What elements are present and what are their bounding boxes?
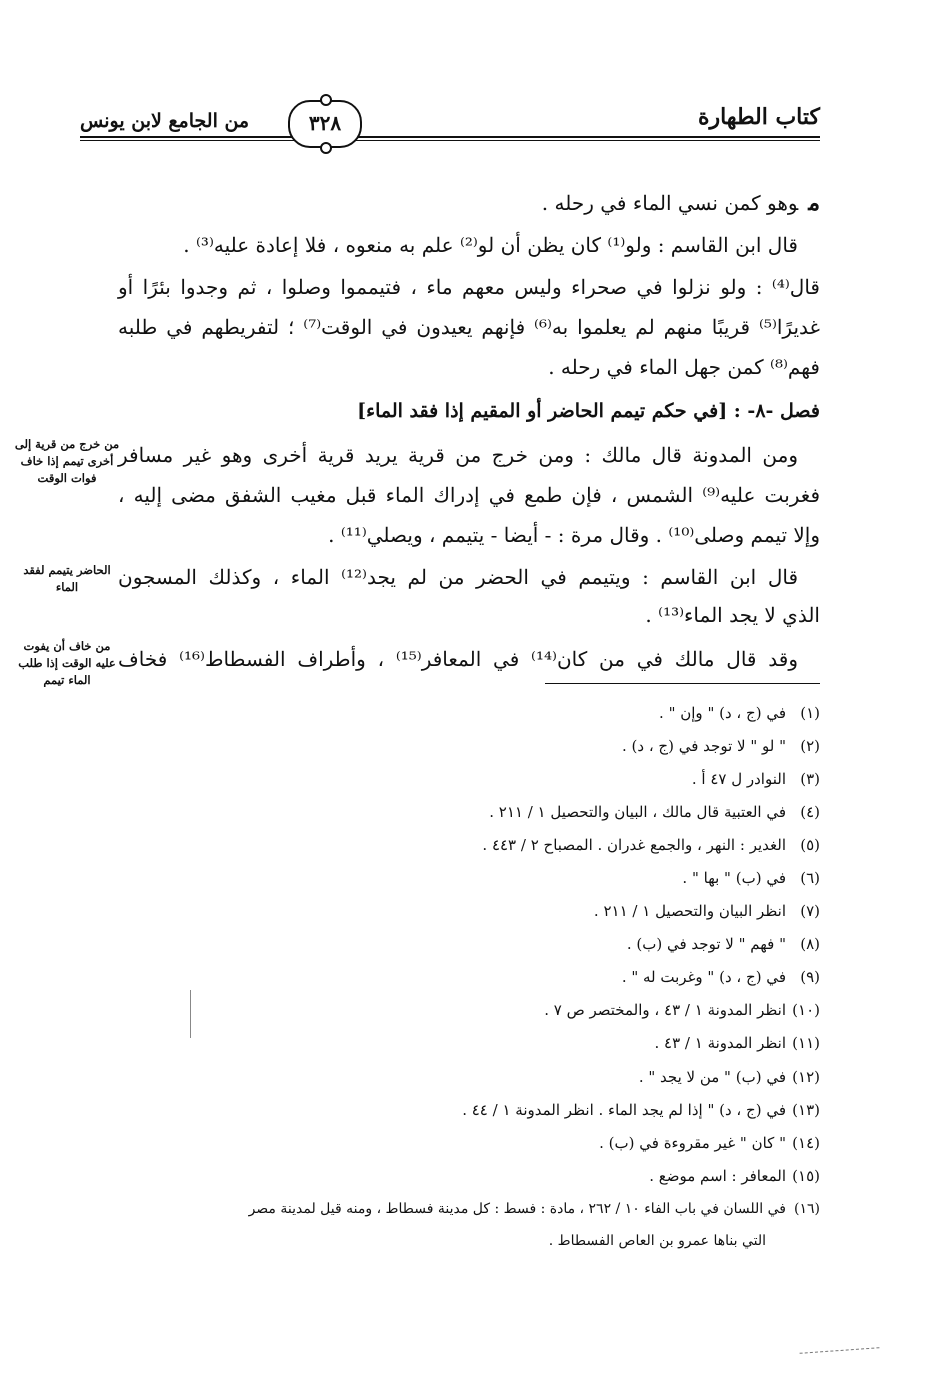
- paragraph-3-line-3: وإلا تيمم وصلى⁽¹⁰⁾ . وقال مرة : - أيضا - يتيمم ، ويصلي⁽¹¹⁾ .: [328, 523, 820, 547]
- footnote-5: [482, 834, 820, 856]
- scan-artifact-scribble: [800, 1347, 881, 1368]
- footnote-number: (٣): [800, 770, 820, 788]
- footnote-text: " لو " لا توجد في (ج ، د) .: [621, 737, 786, 755]
- paragraph-0: [542, 188, 820, 218]
- footnote-text: المعافر : اسم موضع .: [649, 1167, 786, 1185]
- section-heading: فصل -٨- : [في حكم تيمم الحاضر أو المقيم إذا فقد الماء]: [357, 400, 820, 422]
- footnote-6: [682, 867, 820, 889]
- header-rule-thin: [80, 140, 820, 141]
- paragraph-3-line-2: فغربت عليه⁽⁹⁾ الشمس ، فإن طمع في إدراك الماء قبل مغيب الشفق مضى إليه ،: [118, 483, 820, 507]
- source-title: من الجامع لابن يونس: [80, 110, 250, 132]
- margin-note-2: الحاضر يتيمم لفقد الماء: [23, 563, 111, 594]
- header-rule: [80, 136, 820, 138]
- paragraph-0-text: وهو كمن نسي الماء في رحله .: [541, 191, 799, 215]
- footnote-11: [654, 1032, 820, 1054]
- footnote-number: (٩): [800, 968, 820, 986]
- paragraph-4-line-1: قال ابن القاسم : ويتيمم في الحضر من لم يجد⁽¹²⁾ الماء ، وكذلك المسجون: [118, 565, 798, 589]
- paragraph-3-line-1: ومن المدونة قال مالك : ومن خرج من قرية يريد قرية أخرى وهو غير مسافر: [118, 443, 798, 467]
- footnote-separator: [545, 683, 820, 684]
- footnote-10: [544, 999, 820, 1021]
- margin-note-1: من خرج من قرية إلى أخرى تيمم إذا خاف فوات الوقت: [14, 437, 120, 485]
- footnote-text: في العتبية قال مالك ، البيان والتحصيل ١ / ٢١١ .: [489, 803, 786, 821]
- footnote-number: (١٥): [792, 1167, 820, 1185]
- footnote-text: النوادر ل ٤٧ أ .: [691, 770, 786, 788]
- footnote-number: (٥): [800, 836, 820, 854]
- footnote-number: (١٤): [792, 1134, 820, 1152]
- footnote-number: (١٠): [792, 1001, 820, 1019]
- footnote-text: الغدير : النهر ، والجمع غدران . المصباح ٢ / ٤٤٣ .: [482, 836, 786, 854]
- footnote-text: انظر المدونة ١ / ٤٣ .: [654, 1034, 786, 1052]
- footnote-3: [692, 768, 820, 790]
- footnote-12: [639, 1066, 820, 1088]
- footnote-number: (٨): [800, 935, 820, 953]
- margin-note-3: من خاف أن يفوت عليه الوقت إذا طلب الماء تيمم: [18, 639, 116, 687]
- footnote-16: [249, 1198, 820, 1220]
- footnote-2: [622, 735, 820, 757]
- footnote-14: [599, 1132, 820, 1154]
- footnote-number: (١٦): [794, 1201, 820, 1217]
- footnote-text: " فهم " لا توجد في (ب) .: [626, 935, 786, 953]
- footnote-text: في (ب) " بها " .: [682, 869, 786, 887]
- footnote-4: [489, 801, 820, 823]
- footnote-number: (٦): [800, 869, 820, 887]
- footnote-text: في (ج ، د) " وغربت له " .: [621, 968, 786, 986]
- footnote-number: (١): [800, 704, 820, 722]
- footnote-text: انظر البيان والتحصيل ١ / ٢١١ .: [593, 902, 786, 920]
- footnote-7: [594, 900, 820, 922]
- footnote-number: (١٢): [792, 1068, 820, 1086]
- scan-artifact-line: [190, 990, 191, 1038]
- page-header: [80, 100, 820, 150]
- footnote-number: (٤): [800, 803, 820, 821]
- paragraph-1: قال ابن القاسم : ولو⁽¹⁾ كان يظن أن لو⁽²⁾ علم به منعوه ، فلا إعادة عليه⁽³⁾ .: [183, 233, 798, 257]
- footnote-text: " كان " غير مقروءة في (ب) .: [599, 1134, 786, 1152]
- paragraph-2-line-3: فهم⁽⁸⁾ كمن جهل الماء في رحله .: [548, 355, 820, 379]
- footnote-text: في (ج ، د) " وإن " .: [659, 704, 786, 722]
- footnote-16-continuation: التي بناها عمرو بن العاص الفسطاط .: [548, 1233, 766, 1249]
- footnote-13: [462, 1099, 820, 1121]
- footnote-number: (٧): [800, 902, 820, 920]
- paragraph-2-line-2: غديرًا⁽⁵⁾ قريبًا منهم لم يعلموا به⁽⁶⁾ فإنهم يعيدون في الوقت⁽⁷⁾ ؛ لتفريطهم في طلبه: [118, 315, 820, 339]
- footnote-8: [627, 933, 820, 955]
- footnote-number: (١١): [792, 1034, 820, 1052]
- mim-marker: م: [808, 190, 820, 216]
- footnote-1: [659, 702, 820, 724]
- paragraph-4-line-2: الذي لا يجد الماء⁽¹³⁾ .: [645, 603, 820, 627]
- footnote-number: (٢): [800, 737, 820, 755]
- footnote-9: [622, 966, 820, 988]
- footnote-number: (١٣): [792, 1101, 820, 1119]
- book-title: كتاب الطهارة: [697, 104, 820, 130]
- footnote-text: في (ب) " من لا يجد " .: [638, 1068, 786, 1086]
- paragraph-5-line-1: وقد قال مالك في من كان⁽¹⁴⁾ في المعافر⁽¹⁵⁾ ، وأطراف الفسطاط⁽¹⁶⁾ فخاف: [118, 647, 798, 671]
- paragraph-2-line-1: قال⁽⁴⁾ : ولو نزلوا في صحراء وليس معهم ماء ، فتيمموا وصلوا ، ثم وجدوا بئرًا أو: [118, 275, 820, 299]
- page-number: ٣٢٨: [288, 100, 362, 148]
- footnote-text: في (ج ، د) " إذا لم يجد الماء . انظر المدونة ١ / ٤٤ .: [462, 1101, 786, 1119]
- footnote-15: [649, 1165, 820, 1187]
- footnote-text: انظر المدونة ١ / ٤٣ ، والمختصر ص ٧ .: [544, 1001, 786, 1019]
- footnote-text: في اللسان في باب الفاء ١٠ / ٢٦٢ ، مادة : فسط : كل مدينة فسطاط ، ومنه قيل لمدينة مصر: [248, 1201, 786, 1217]
